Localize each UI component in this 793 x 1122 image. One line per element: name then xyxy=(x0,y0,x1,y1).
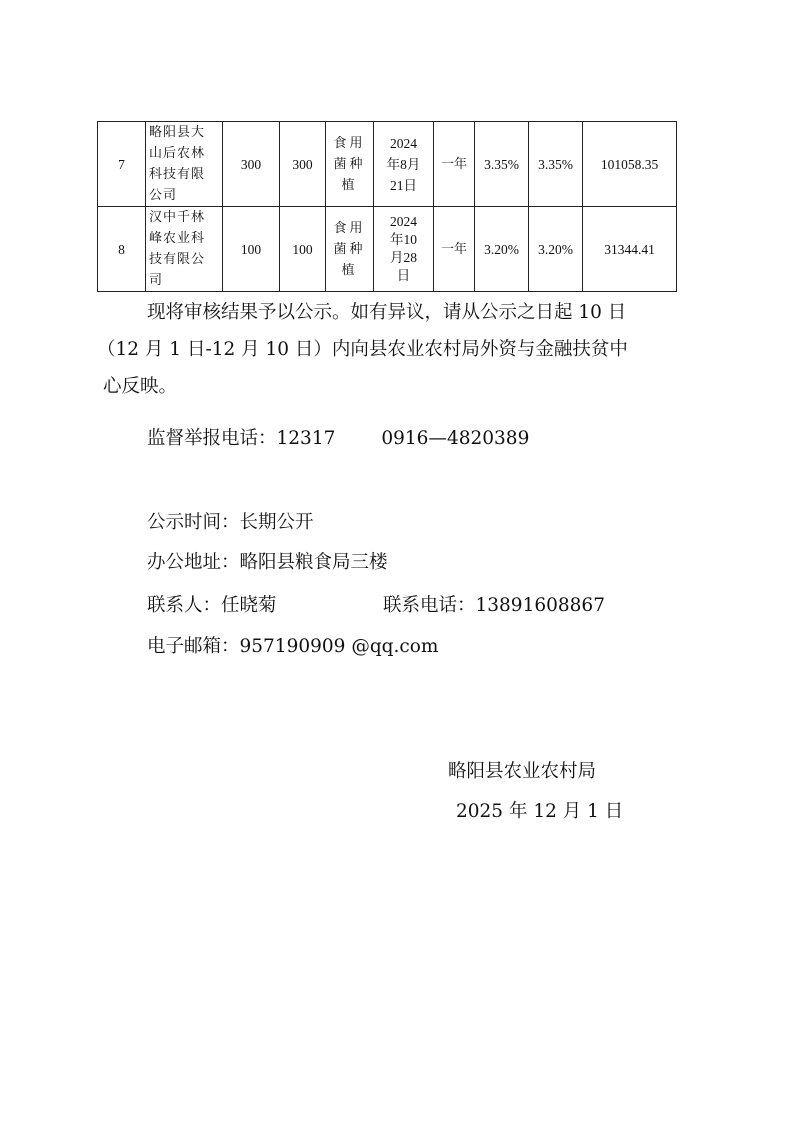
loan-amount: 100 xyxy=(223,207,280,292)
office-address: 办公地址：略阳县粮食局三楼 xyxy=(147,552,388,573)
loan-term: 一年 xyxy=(434,207,475,292)
signature-org: 略阳县农业农村局 xyxy=(448,761,597,782)
interest-rate: 3.20% xyxy=(475,207,529,292)
email-address: 电子邮箱：957190909 @qq.com xyxy=(147,636,439,657)
notice-line-1: 现将审核结果予以公示。如有异议，请从公示之日起 10 日 xyxy=(147,302,627,323)
subsidy-rate: 3.20% xyxy=(529,207,583,292)
hotline-label: 监督举报电话： xyxy=(147,428,277,449)
company-name: 汉中千林 峰农业科 技有限公 司 xyxy=(146,207,223,292)
subsidy-rate: 3.35% xyxy=(529,122,583,207)
hotline-number-1: 12317 xyxy=(276,428,336,449)
hotline-line xyxy=(147,424,529,450)
contact-person: 联系人：任晓菊 xyxy=(147,595,277,616)
row-index: 7 xyxy=(98,122,146,207)
loan-usage: 食用 菌种 植 xyxy=(326,122,374,207)
row-index: 8 xyxy=(98,207,146,292)
loan-usage: 食用 菌种 植 xyxy=(326,207,374,292)
approved-amount: 100 xyxy=(280,207,326,292)
contact-phone: 联系电话：13891608867 xyxy=(383,595,605,616)
table-row xyxy=(98,122,677,207)
signature-date: 2025 年 12 月 1 日 xyxy=(456,801,624,822)
notice-line-2: （12 月 1 日-12 月 10 日）内向县农业农村局外资与金融扶贫中 xyxy=(97,339,628,360)
loan-date: 2024 年8月 21日 xyxy=(374,122,434,207)
loan-amount: 300 xyxy=(223,122,280,207)
interest-rate: 3.35% xyxy=(475,122,529,207)
notice-line-3: 心反映。 xyxy=(103,376,178,397)
hotline-number-2: 0916—4820389 xyxy=(381,428,530,449)
notice-paragraph xyxy=(97,294,628,405)
approved-amount: 300 xyxy=(280,122,326,207)
loan-term: 一年 xyxy=(434,122,475,207)
loan-date: 2024 年10 月28 日 xyxy=(374,207,434,292)
company-name: 略阳县大 山后农林 科技有限 公司 xyxy=(146,122,223,207)
loan-table xyxy=(97,121,677,292)
table-row xyxy=(98,207,677,292)
publicity-period: 公示时间：长期公开 xyxy=(147,512,314,533)
subsidy-amount: 31344.41 xyxy=(583,207,677,292)
subsidy-amount: 101058.35 xyxy=(583,122,677,207)
